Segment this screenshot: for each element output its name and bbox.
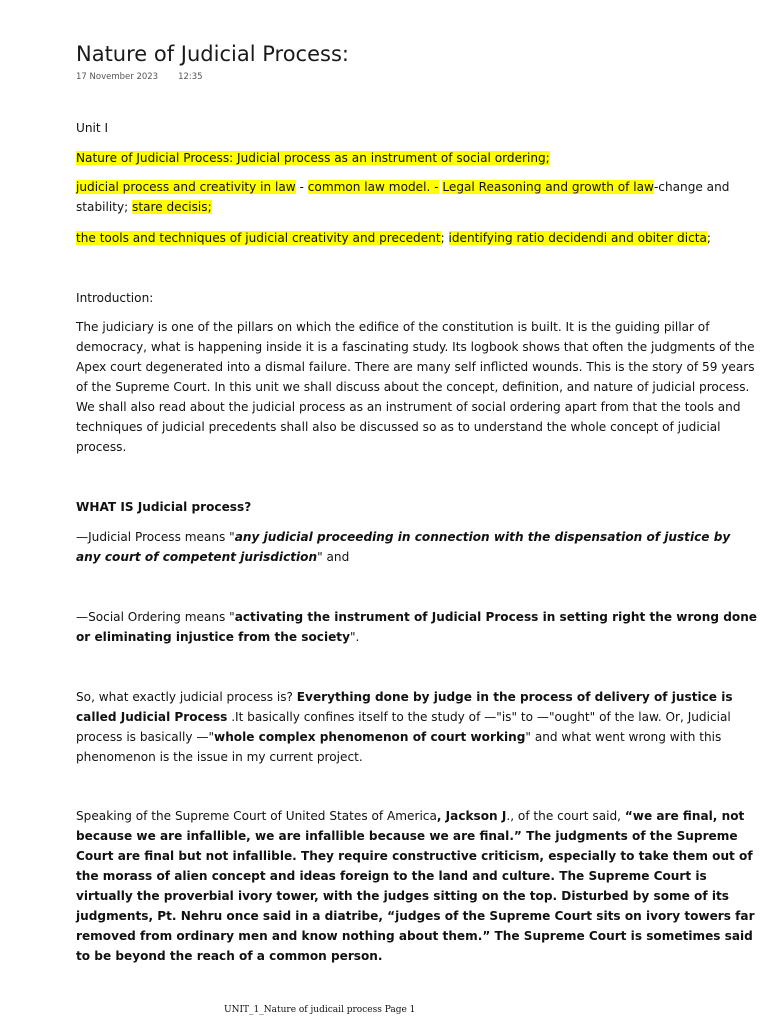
emphasis-text: Everything done by judge in the process of delivery of justice is called Judicial Process bbox=[76, 690, 733, 724]
intro-heading: Introduction: bbox=[76, 291, 154, 305]
page-title: Nature of Judicial Process: bbox=[76, 42, 349, 66]
highlight: the tools and techniques of judicial creativity and precedent bbox=[76, 231, 441, 245]
definition-judicial-process bbox=[76, 527, 758, 567]
body-text: So, what exactly judicial process is? bbox=[76, 690, 297, 704]
emphasis-text: activating the instrument of Judicial Process in setting right the wrong done or eliminating injustice from the society bbox=[76, 610, 757, 644]
emphasis-text: “we are final, not because we are infallible, we are infallible because we are final.” The judgments of the Supreme Court are final but not infallible. They require constructive criticism, especially to take them out of the morass of alien concept and ideas foreign to the land and culture. The Supreme Court is virtually the proverbial ivory tower, with the judges sitting on the top. Disturbed by some of its judgments, Pt. Nehru once said in a diatribe, “judges of the Supreme Court sits on ivory towers far removed from ordinary men and know nothing about them.” The Supreme Court is sometimes said to be beyond the reach of a common person. bbox=[76, 809, 755, 963]
body-text: .It basically confines itself to the study of —"is" to —"ought" of the law. Or, Judicial process is basically —" bbox=[76, 710, 731, 744]
definition-social-ordering bbox=[76, 607, 758, 647]
highlight: stare decisis; bbox=[132, 200, 212, 214]
paragraph-supreme-court bbox=[76, 806, 758, 966]
body-text: —Judicial Process means " bbox=[76, 530, 235, 544]
syllabus-line-3 bbox=[76, 228, 758, 248]
body-text: Speaking of the Supreme Court of United States of America bbox=[76, 809, 437, 823]
body-text: -change and stability; bbox=[76, 180, 730, 214]
highlight: judicial process and creativity in law bbox=[76, 180, 296, 194]
paragraph-what-is bbox=[76, 687, 758, 767]
highlight: identifying ratio decidendi and obiter dicta bbox=[448, 231, 707, 245]
syllabus-line-1 bbox=[76, 148, 758, 168]
note-meta bbox=[76, 72, 203, 82]
body-text: ., of the court said, bbox=[506, 809, 625, 823]
note-time: 12:35 bbox=[178, 72, 203, 82]
emphasis-text: whole complex phenomenon of court working bbox=[214, 730, 526, 744]
body-text: —Social Ordering means " bbox=[76, 610, 235, 624]
highlight: Legal Reasoning and growth of law bbox=[442, 180, 654, 194]
section-heading: WHAT IS Judicial process? bbox=[76, 500, 252, 514]
unit-label: Unit I bbox=[76, 121, 109, 135]
body-text: ". bbox=[349, 630, 360, 644]
separator-text: ; bbox=[706, 231, 711, 245]
body-text: " and what went wrong with this phenomenon is the issue in my current project. bbox=[76, 730, 722, 764]
separator-text: ; bbox=[440, 231, 449, 245]
emphasis-text: , Jackson J bbox=[436, 809, 507, 823]
note-date: 17 November 2023 bbox=[76, 72, 159, 82]
separator-text: - bbox=[295, 180, 308, 194]
body-text: " and bbox=[317, 550, 350, 564]
syllabus-line-2 bbox=[76, 177, 758, 217]
emphasis-text: any judicial proceeding in connection with the dispensation of justice by any court of competent jurisdiction bbox=[76, 530, 731, 564]
highlight: Nature of Judicial Process: Judicial process as an instrument of social ordering; bbox=[76, 151, 550, 165]
intro-paragraph: The judiciary is one of the pillars on which the edifice of the constitution is built. It is the guiding pillar of democracy, what is happening inside it is a fascinating study. Its logbook shows that often the judgments of the Apex court degenerated into a dismal failure. There are many self inflicted wounds. This is the story of 59 years of the Supreme Court. In this unit we shall discuss about the concept, definition, and nature of judicial process. We shall also read about the judicial process as an instrument of social ordering apart from that the tools and techniques of judicial precedents shall also be discussed so as to understand the whole concept of judicial process. bbox=[76, 320, 755, 454]
page-footer: UNIT_1_Nature of judicail process Page 1 bbox=[224, 1005, 416, 1015]
highlight: common law model. - bbox=[307, 180, 439, 194]
